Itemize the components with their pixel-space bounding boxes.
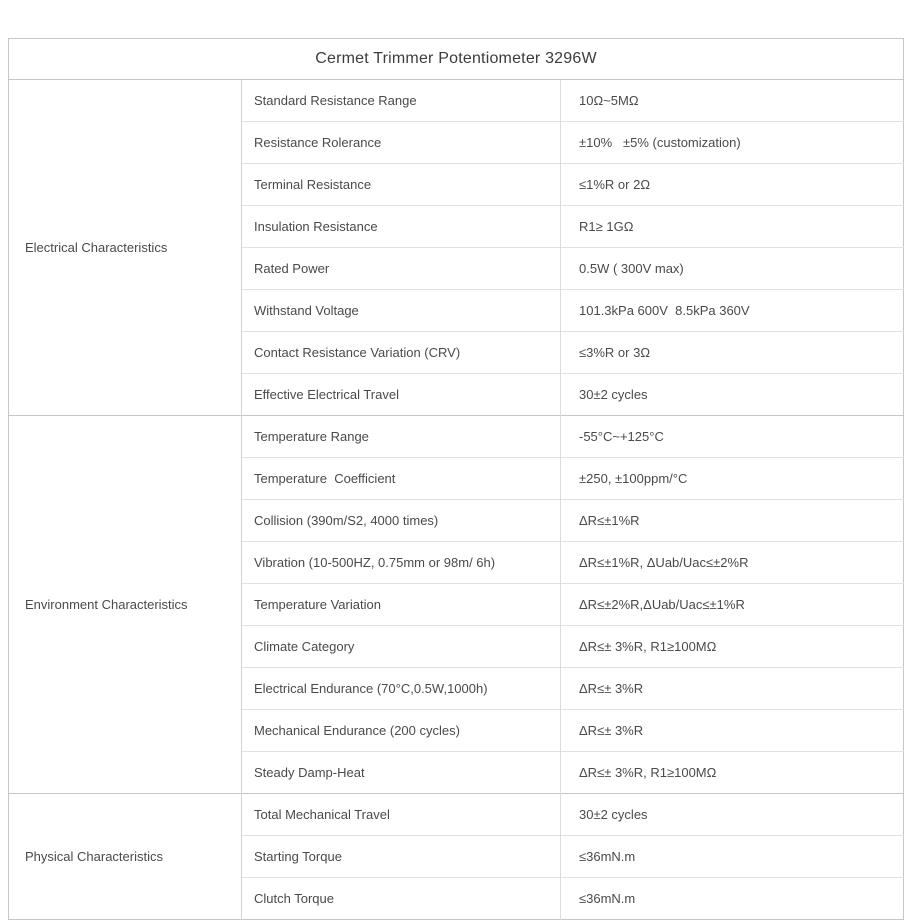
spec-value-cell: ΔR≤± 3%R bbox=[561, 710, 904, 752]
spec-label-cell: Temperature Variation bbox=[242, 584, 561, 626]
spec-label-cell: Temperature Coefficient bbox=[242, 458, 561, 500]
spec-value-cell: ≤36mN.m bbox=[561, 836, 904, 878]
spec-value-cell: 30±2 cycles bbox=[561, 794, 904, 836]
spec-value-cell: 101.3kPa 600V 8.5kPa 360V bbox=[561, 290, 904, 332]
spec-label-cell: Effective Electrical Travel bbox=[242, 374, 561, 416]
spec-label-cell: Climate Category bbox=[242, 626, 561, 668]
spec-label-cell: Steady Damp-Heat bbox=[242, 752, 561, 794]
spec-value-cell: ≤3%R or 3Ω bbox=[561, 332, 904, 374]
spec-value-cell: ±250, ±100ppm/°C bbox=[561, 458, 904, 500]
group-name-cell-physical: Physical Characteristics bbox=[9, 794, 242, 920]
spec-label-cell: Vibration (10-500HZ, 0.75mm or 98m/ 6h) bbox=[242, 542, 561, 584]
table-row bbox=[9, 794, 904, 836]
spec-value-cell: ΔR≤± 3%R, R1≥100MΩ bbox=[561, 626, 904, 668]
spec-value-cell: ΔR≤±2%R,ΔUab/Uac≤±1%R bbox=[561, 584, 904, 626]
spec-value-cell: 0.5W ( 300V max) bbox=[561, 248, 904, 290]
spec-label-cell: Rated Power bbox=[242, 248, 561, 290]
spec-table bbox=[8, 38, 904, 920]
spec-label-cell: Total Mechanical Travel bbox=[242, 794, 561, 836]
spec-label-cell: Contact Resistance Variation (CRV) bbox=[242, 332, 561, 374]
spec-value-cell: ΔR≤±1%R, ΔUab/Uac≤±2%R bbox=[561, 542, 904, 584]
spec-value-cell: ±10% ±5% (customization) bbox=[561, 122, 904, 164]
spec-value-cell: 30±2 cycles bbox=[561, 374, 904, 416]
spec-label-cell: Starting Torque bbox=[242, 836, 561, 878]
spec-label-cell: Mechanical Endurance (200 cycles) bbox=[242, 710, 561, 752]
spec-label-cell: Standard Resistance Range bbox=[242, 80, 561, 122]
spec-value-cell: ΔR≤± 3%R bbox=[561, 668, 904, 710]
spec-label-cell: Collision (390m/S2, 4000 times) bbox=[242, 500, 561, 542]
title-row bbox=[9, 39, 904, 80]
spec-label-cell: Withstand Voltage bbox=[242, 290, 561, 332]
spec-value-cell: ≤1%R or 2Ω bbox=[561, 164, 904, 206]
spec-label-cell: Insulation Resistance bbox=[242, 206, 561, 248]
spec-value-cell: ΔR≤± 3%R, R1≥100MΩ bbox=[561, 752, 904, 794]
spec-value-cell: R1≥ 1GΩ bbox=[561, 206, 904, 248]
spec-value-cell: ΔR≤±1%R bbox=[561, 500, 904, 542]
spec-label-cell: Resistance Rolerance bbox=[242, 122, 561, 164]
table-row bbox=[9, 416, 904, 458]
spec-label-cell: Temperature Range bbox=[242, 416, 561, 458]
spec-value-cell: -55°C~+125°C bbox=[561, 416, 904, 458]
table-row bbox=[9, 80, 904, 122]
group-name-cell-environment: Environment Characteristics bbox=[9, 416, 242, 794]
group-name-cell-electrical: Electrical Characteristics bbox=[9, 80, 242, 416]
spec-label-cell: Terminal Resistance bbox=[242, 164, 561, 206]
spec-label-cell: Clutch Torque bbox=[242, 878, 561, 920]
spec-value-cell: 10Ω~5MΩ bbox=[561, 80, 904, 122]
spec-label-cell: Electrical Endurance (70°C,0.5W,1000h) bbox=[242, 668, 561, 710]
spec-value-cell: ≤36mN.m bbox=[561, 878, 904, 920]
table-title: Cermet Trimmer Potentiometer 3296W bbox=[9, 39, 904, 80]
